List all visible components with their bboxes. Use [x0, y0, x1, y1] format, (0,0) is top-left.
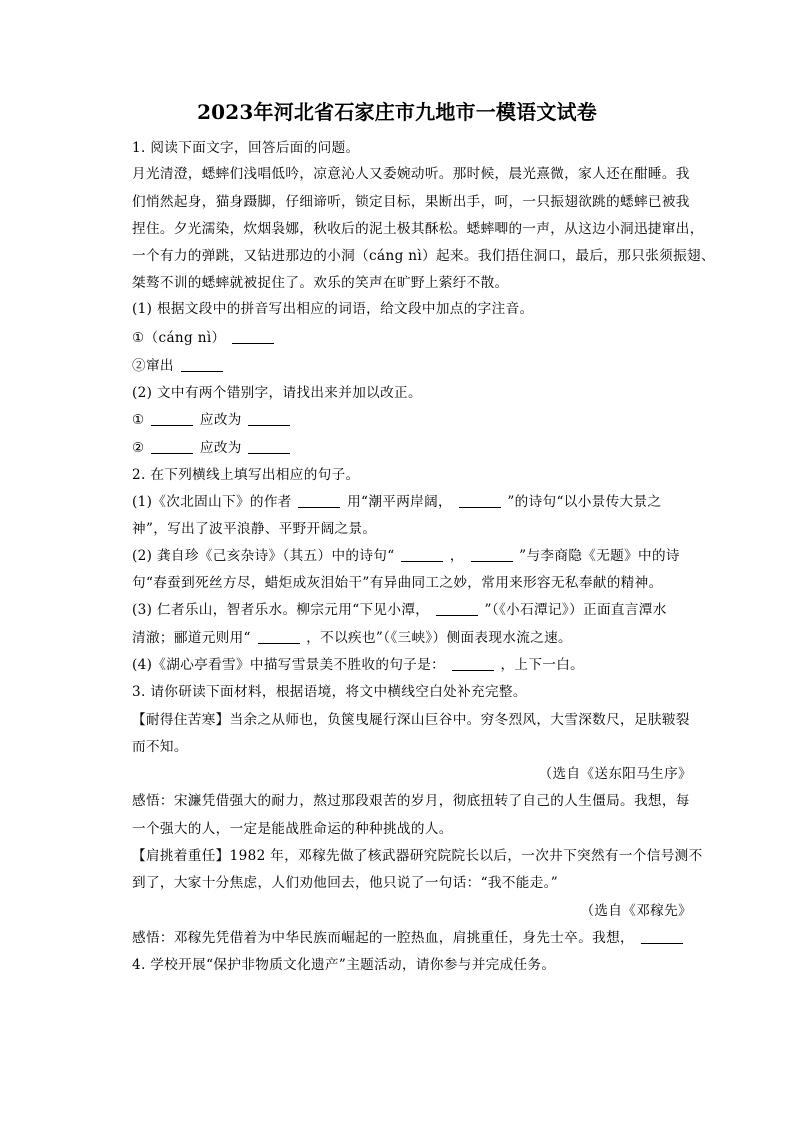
text-line: 一个强大的人，一定是能战胜命运的种种挑战的人。	[132, 821, 453, 837]
text-line: ① 应改为	[132, 410, 692, 430]
text-line: 感悟：邓稼先凭借着为中华民族而崛起的一腔热血，肩挑重任，身先士卒。我想，	[132, 928, 692, 948]
text-line: 感悟：宋濂凭借强大的耐力，熬过那段艰苦的岁月，彻底扭转了自己的人生僵局。我想，每	[132, 793, 690, 809]
text-line: 到了，大家十分焦虑，人们劝他回去，他只说了一句话：“我不能走。”	[132, 875, 559, 891]
text-line: 【肩挑着重任】1982 年，邓稼先做了核武器研究院院长以后，一次井下突然有一个信号测不	[132, 848, 703, 864]
answer-blank[interactable]	[232, 329, 274, 344]
text-line: （选自《邓稼先》	[580, 903, 692, 919]
text-line: 【耐得住苦寒】当余之从师也，负箧曳屣行深山巨谷中。穷冬烈风，大雪深数尺，足肤皲裂	[132, 712, 690, 728]
text-line: 1. 阅读下面文字，回答后面的问题。	[132, 140, 360, 156]
text-line: （选自《送东阳马生序》	[538, 766, 692, 782]
text-line: (1) 根据文段中的拼音写出相应的词语，给文段中加点的字注音。	[132, 301, 534, 317]
text-line: 一个有力的弹跳，又钻进那边的小洞（cáng nì）起来。我们捂住洞口，最后，那只张须振翅、	[132, 248, 715, 264]
text-line: 月光清澄，蟋蟀们浅唱低吟，凉意沁人又委婉动听。那时候，晨光熹微，家人还在酣睡。我	[132, 166, 690, 182]
text-line: 神”，写出了波平浪静、平野开阔之景。	[132, 521, 377, 537]
text-line: 句“春蚕到死丝方尽，蜡炬成灰泪始干”有异曲同工之妙，常用来形容无私奉献的精神。	[132, 575, 663, 591]
answer-blank[interactable]	[641, 929, 683, 944]
text-line: (3) 仁者乐山，智者乐水。柳宗元用“下见小潭， ”（《小石潭记》）正面直言潭水	[132, 602, 667, 618]
text-line: (4)《湖心亭看雪》中描写雪景美不胜收的句子是： ，上下一白。	[132, 657, 585, 673]
text-line: ①（cáng nì）	[132, 328, 692, 348]
answer-blank[interactable]	[248, 411, 290, 426]
text-line: 3. 请你研读下面材料，根据语境，将文中横线空白处补充完整。	[132, 684, 527, 700]
answer-blank[interactable]	[459, 493, 501, 508]
text-line: (2) 龚自珍《己亥杂诗》（其五）中的诗句“ ， ”与李商隐《无题》中的诗	[132, 548, 680, 564]
text-line: ②窜出	[132, 356, 692, 376]
text-line: (1)《次北固山下》的作者 用“潮平两岸阔， ”的诗句“以小景传大景之	[132, 494, 662, 510]
text-line: 捏住。夕光濡染，炊烟袅娜，秋收后的泥土极其酥松。蟋蟀唧的一声，从这边小洞迅捷窜出，	[132, 221, 704, 237]
answer-blank[interactable]	[151, 411, 193, 426]
text-line: 桀骜不训的蟋蟀就被捉住了。欢乐的笑声在旷野上萦纡不散。	[132, 275, 509, 291]
text-line: 4. 学校开展“保护非物质文化遗产”主题活动，请你参与并完成任务。	[132, 957, 556, 973]
answer-blank[interactable]	[298, 493, 340, 508]
answer-blank[interactable]	[151, 439, 193, 454]
text-line: 们悄然起身，猫身蹑脚，仔细谛听，锁定目标，果断出手，呵，一只振翅欲跳的蟋蟀已被我	[132, 194, 690, 210]
answer-blank[interactable]	[436, 601, 478, 616]
text-line: ② 应改为	[132, 438, 692, 458]
answer-blank[interactable]	[452, 656, 494, 671]
text-line: 清澈；郦道元则用“ ，不以疾也”（《三峡》）侧面表现水流之速。	[132, 630, 572, 646]
answer-blank[interactable]	[401, 547, 443, 562]
answer-blank[interactable]	[248, 439, 290, 454]
text-line: 2. 在下列横线上填写出相应的句子。	[132, 467, 360, 483]
text-line: (2) 文中有两个错别字，请找出来并加以改正。	[132, 385, 422, 401]
text-line: 而不知。	[132, 739, 188, 755]
answer-blank[interactable]	[181, 357, 223, 372]
answer-blank[interactable]	[471, 547, 513, 562]
exam-title: 2023年河北省石家庄市九地市一模语文试卷	[197, 100, 597, 124]
answer-blank[interactable]	[258, 629, 300, 644]
